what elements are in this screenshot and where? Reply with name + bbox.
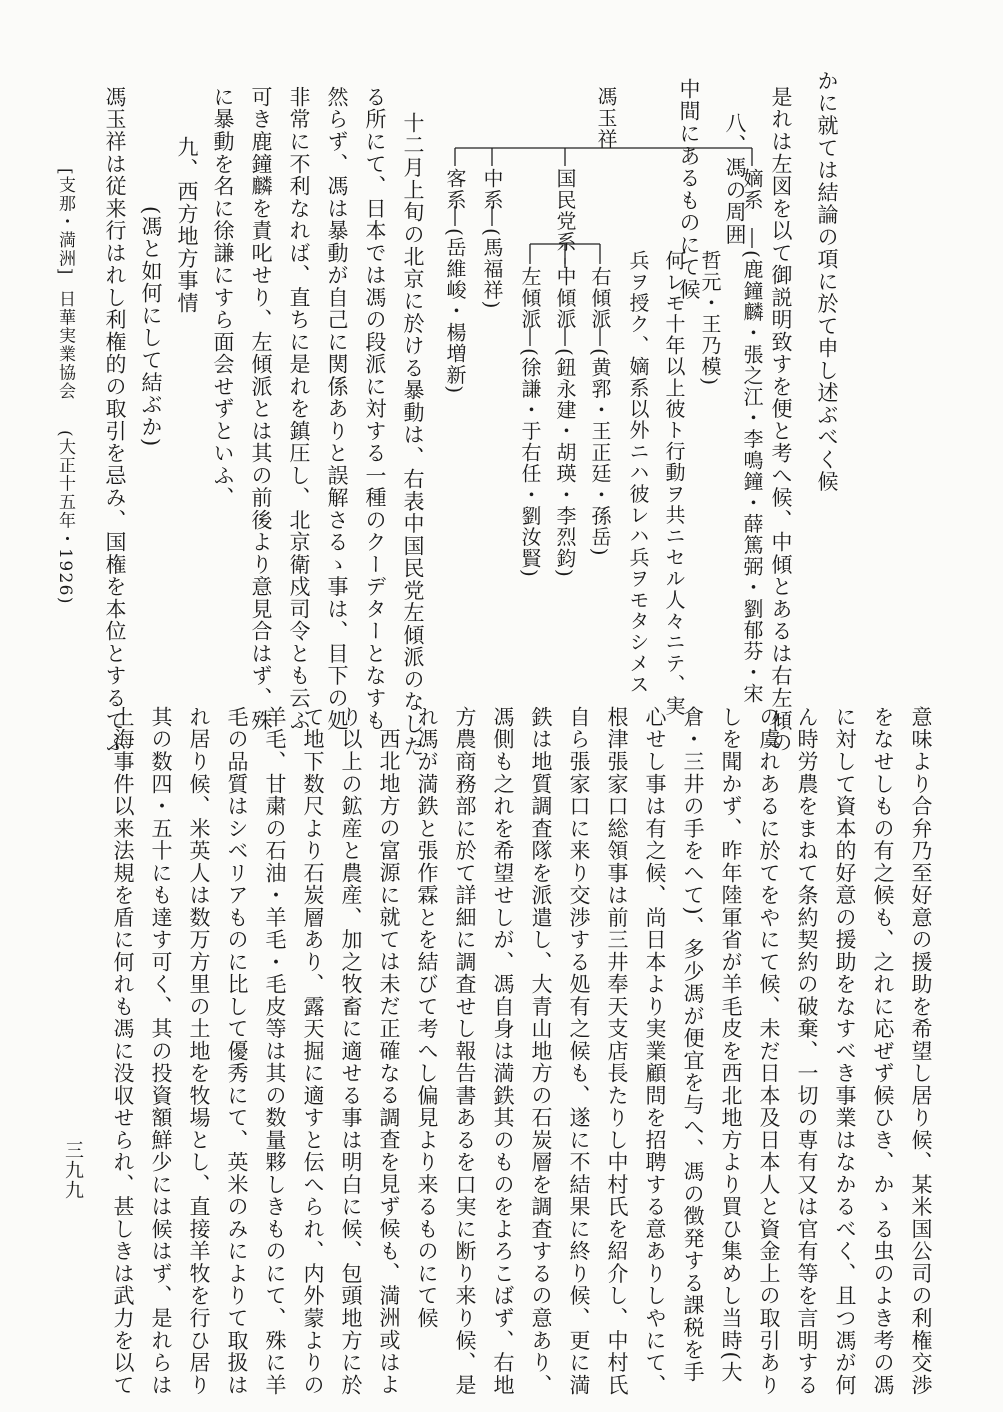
tree-tekikei-members-1: (鹿鐘麟・張之江・李鳴鐘・薛篤弼・劉郁芬・宋 [740, 250, 764, 705]
tree-kakukei-label: 客系 [443, 168, 467, 211]
lower-line-6: しを聞かず、昨年陸軍省が羊毛皮を西北地方より買ひ集めし当時(大 [719, 706, 743, 1384]
tree-center-label: 中傾派 [553, 266, 577, 330]
intro-line-2: 是れは左図を以て御説明致すを便と考へ候、中傾とあるは右左傾の [769, 86, 793, 754]
tree-note-2: 兵ヲ授ク、嫡系以外ニハ彼レハ兵ヲモタシメス [626, 250, 650, 696]
december-para-line-1: 十二月上旬の北京に於ける暴動は、右表中国民党左傾派のなした [401, 112, 425, 758]
page-number: 三九九 [62, 1140, 84, 1200]
lower-line-7: 倉・三井の手をへて)、多少馮が便宜を与へ、馮の徴発する課税を手 [681, 706, 705, 1384]
lower-line-4: ん時労農をまねて条約契約の破棄、一切の専有又は官有等を言明する [795, 706, 819, 1397]
tree-right-members: (黄郛・王正廷・孫岳) [588, 348, 612, 557]
december-para-line-2: る所にて、日本では馮の段派に対する一種のクーデターとなすも [363, 86, 387, 732]
tree-right-label: 右傾派 [588, 266, 612, 330]
tree-root-feng-yuxiang: 馮玉祥 [594, 86, 618, 150]
lower-line-21: 其の数四・五十にも達す可く、其の投資額鮮少には候はず、是れらは [149, 706, 173, 1397]
lower-line-15: 西北地方の富源に就ては未だ正確なる調査を見ず候も、満洲或はよ [377, 728, 401, 1396]
december-para-line-3: 然らず、馮は暴動が自己に関係ありと誤解さるゝ事は、目下の処 [325, 86, 349, 732]
tree-note-1: 何レモ十年以上彼ト行動ヲ共ニセル人々ニテ、実 [662, 250, 686, 717]
section-9-subtitle: (馮と如何にして結ぶか) [139, 206, 163, 448]
tree-center-members: (鈕永建・胡瑛・李烈鈞) [553, 348, 577, 579]
december-para-line-4: 非常に不利なれば、直ちに是れを鎮圧し、北京衛戍司令とも云ふ [287, 86, 311, 732]
tree-tekikei-members-2: 哲元・王乃模) [698, 250, 722, 387]
lower-line-22: 上海事件以来法規を盾に何れも馮に没収せられ、甚しきは武力を以て [111, 706, 135, 1397]
lower-line-12: 馮側も之れを希望せしが、馮自身は満鉄其のものをよろこばず、右地 [491, 706, 515, 1397]
lower-line-18: 羊毛、甘粛の石油・羊毛・毛皮等は其の数量夥しきものにて、殊に羊 [263, 706, 287, 1397]
lower-line-11: 鉄は地質調査隊を派遣し、大青山地方の石炭層を調査するの意あり、 [529, 706, 553, 1397]
lower-line-5: の虞れあるに於てをやにて候、未だ日本及日本人と資金上の取引あり [757, 706, 781, 1397]
intro-line-1: かに就ては結論の項に於て申し述ぶべく候 [815, 70, 839, 493]
lower-line-3: に対して資本的好意の援助をなすべき事業はなかるべく、且つ馮が何 [833, 706, 857, 1397]
tree-tekikei-label: 嫡系 [740, 168, 764, 211]
section-8-heading: 八、馮の周囲 [723, 112, 747, 246]
footer-year: (大正十五年・1926) [55, 430, 75, 605]
tree-chukei-label: 中系 [480, 168, 504, 211]
footer-org: 日華実業協会 [55, 290, 75, 401]
lower-line-2: をなせしもの有之候も、之れに応ぜず候ひき、かゝる虫のよき考の馮 [871, 706, 895, 1397]
lower-line-13: 方農商務部に於て詳細に調査せし報告書あるを口実に断り来り候、是 [453, 706, 477, 1397]
section-9-heading: 九、西方地方事情 [175, 136, 199, 315]
section-9-first-line: 馮玉祥は従来行はれし利権的の取引を忌み、国権を本位とするてふ [103, 86, 127, 754]
december-para-line-6: に暴動を名に徐謙にすら面会せずといふ、 [211, 86, 235, 509]
lower-line-9: 根津張家口総領事は前三井奉天支店長たりし中村氏を紹介し、中村氏 [605, 706, 629, 1397]
footer-source: [支那・満洲] [55, 168, 75, 276]
lower-line-20: れ居り候、米英人は数万方里の土地を牧場とし、直接羊牧を行ひ居り [187, 706, 211, 1397]
lower-line-19: 毛の品質はシベリアものに比して優秀にて、英米のみによりて取扱は [225, 706, 249, 1397]
lower-line-1: 意味より合弁乃至好意の援助を希望し居り候、某米国公司の利権交渉 [909, 706, 933, 1397]
tree-left-members: (徐謙・于右任・劉汝賢) [518, 348, 542, 579]
tree-kokumin-label: 国民党系 [553, 168, 577, 253]
lower-line-16: り以上の鉱産と農産、加之牧畜に適せる事は明白に候、包頭地方に於 [339, 706, 363, 1397]
lower-line-14: れ馮が満鉄と張作霖とを結びて考へし偏見より来るものにて候 [415, 706, 439, 1330]
lower-line-17: て地下数尺より石炭層あり、露天掘に適すと伝へられ、内外蒙よりの [301, 706, 325, 1397]
tree-kakukei-members: (岳維峻・楊増新) [443, 228, 467, 395]
lower-line-10: 自ら張家口に来り交渉する処有之候も、遂に不結果に終り候、更に満 [567, 706, 591, 1397]
tree-chukei-members: (馬福祥) [480, 228, 504, 310]
december-para-line-5: 可き鹿鐘麟を責叱せり、左傾派とは其の前後より意見合はず、殊 [249, 86, 273, 732]
tree-left-label: 左傾派 [518, 266, 542, 330]
intro-line-3: 中間にあるものにて候 [677, 78, 701, 301]
lower-line-8: 心せし事は有之候、尚日本より実業顧問を招聘する意ありしやにて、 [643, 706, 667, 1397]
